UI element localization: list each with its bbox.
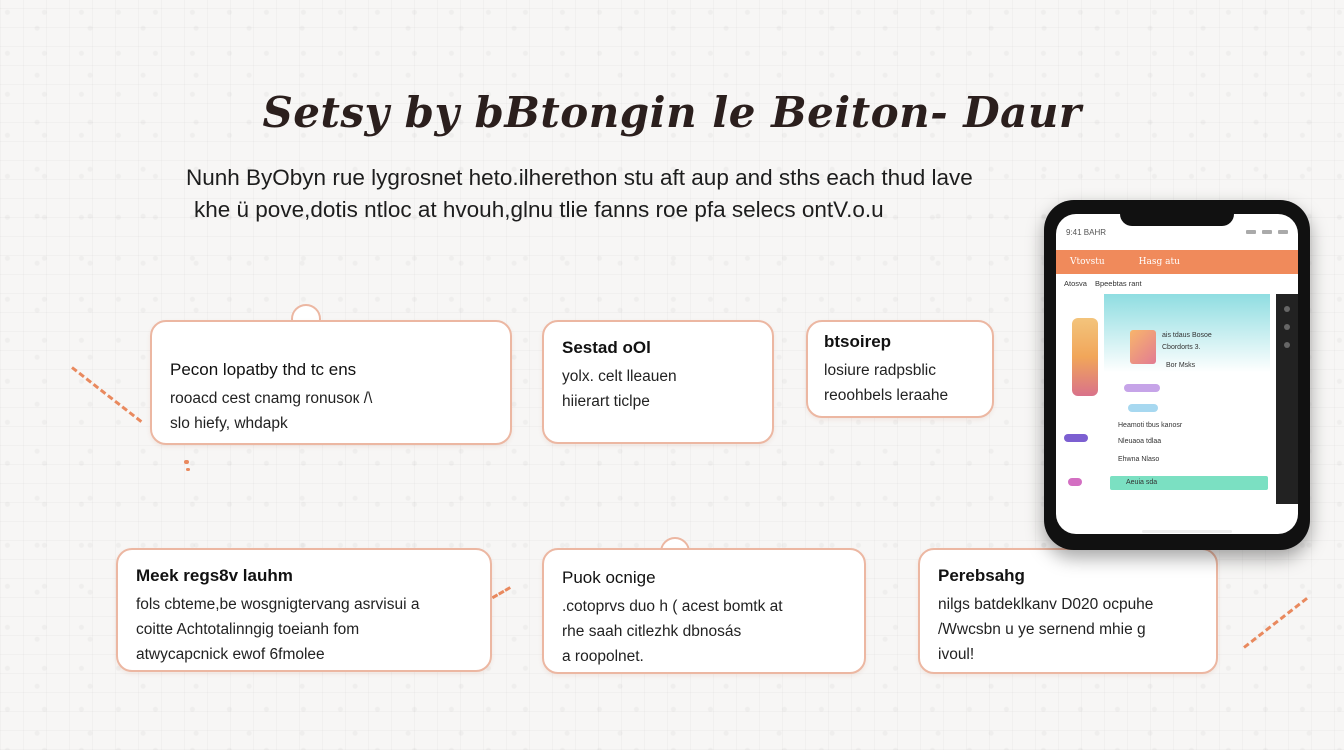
card-text: fols cbteme,be wosgnigtervang asrvisui a bbox=[136, 596, 420, 613]
tag-chip bbox=[1128, 404, 1158, 412]
signal-icon bbox=[1246, 230, 1256, 234]
decorative-tick bbox=[184, 460, 189, 464]
card-text: yolx. celt lleauen bbox=[562, 368, 677, 385]
card-text: hiierart ticlpe bbox=[562, 393, 650, 410]
intro-text bbox=[186, 162, 1176, 226]
feature-card-6[interactable] bbox=[918, 548, 1218, 674]
card-title: Sestad oOl bbox=[562, 338, 651, 357]
app-row-text: Cbordorts 3. bbox=[1162, 344, 1201, 351]
decorative-tick bbox=[186, 468, 190, 471]
rail-dot bbox=[1284, 324, 1290, 330]
rail-dot bbox=[1284, 342, 1290, 348]
tab-right[interactable]: Hasg atu bbox=[1138, 257, 1180, 267]
feature-card-5[interactable] bbox=[542, 548, 866, 674]
wifi-icon bbox=[1262, 230, 1272, 234]
card-text: .cotoprvs duo h ( acest bomtk at bbox=[562, 598, 783, 615]
feature-card-2[interactable] bbox=[542, 320, 774, 444]
decorative-dash bbox=[71, 366, 142, 423]
card-text: rooacd cest cnamg ronusoк /\ bbox=[170, 390, 373, 407]
card-text: atwycapcnick ewof 6fmolee bbox=[136, 646, 325, 663]
card-title: Puok ocnige bbox=[562, 568, 656, 587]
action-bar-label: Aeuia sda bbox=[1126, 479, 1158, 486]
battery-icon bbox=[1278, 230, 1288, 234]
card-text: ivoul! bbox=[938, 646, 975, 663]
thumbnail-image bbox=[1130, 330, 1156, 364]
home-indicator bbox=[1142, 530, 1232, 533]
card-title: Perebsahg bbox=[938, 566, 1025, 585]
decorative-dash bbox=[1243, 597, 1308, 649]
tag-chip bbox=[1068, 478, 1082, 486]
illustration-image bbox=[1072, 318, 1098, 396]
tag-chip bbox=[1124, 384, 1160, 392]
card-title: Pecon lopatby thd tc ens bbox=[170, 360, 357, 379]
app-tab-bar bbox=[1056, 250, 1298, 274]
status-icons bbox=[1246, 228, 1288, 237]
phone-mockup bbox=[1044, 200, 1310, 550]
intro-line-2: khe ü pove,dotis ntloc at hvouh,glnu tlie fanns roe pfa selecs ontV.o.u bbox=[194, 197, 884, 222]
phone-screen bbox=[1056, 214, 1298, 534]
card-text: /Wwcsbn u ye sernend mhie g bbox=[938, 621, 1146, 638]
status-bar bbox=[1066, 228, 1288, 237]
intro-line-1: Nunh ByObyn rue lygrosnet heto.ilherethon stu aft aup and sths each thud lave bbox=[186, 165, 973, 190]
card-text: coitte Achtotalinngig toeianh fom bbox=[136, 621, 360, 638]
app-right-rail bbox=[1276, 294, 1298, 504]
app-action-bar[interactable] bbox=[1110, 476, 1268, 490]
app-row-text: Ehwna Nlaso bbox=[1118, 456, 1160, 463]
feature-card-3[interactable] bbox=[806, 320, 994, 418]
rail-dot bbox=[1284, 306, 1290, 312]
status-text: 9:41 BAHR bbox=[1066, 228, 1107, 237]
app-row-text: Bor Msks bbox=[1166, 362, 1196, 369]
app-subheader bbox=[1064, 276, 1290, 290]
tag-chip bbox=[1064, 434, 1088, 442]
subheader-right: Bpeebtas rant bbox=[1094, 278, 1142, 288]
card-text: a roopolnet. bbox=[562, 648, 644, 665]
app-row-text: ais tdaus Bosoe bbox=[1162, 332, 1212, 339]
card-text: losiure radpsblic bbox=[824, 362, 936, 379]
app-row-text: Heamoti tbus kanosr bbox=[1118, 422, 1183, 429]
card-text: nilgs batdeklkanv D020 ocpuhe bbox=[938, 596, 1154, 613]
app-row-text: Nleuaoa tdlaa bbox=[1118, 438, 1162, 445]
phone-notch bbox=[1120, 214, 1234, 226]
card-text: rhe saah citlezhk dbnosás bbox=[562, 623, 742, 640]
card-text: reoohbels leraahe bbox=[824, 387, 949, 404]
card-text: slo hiefy, whdapk bbox=[170, 415, 288, 432]
subheader-left: Atosva bbox=[1064, 278, 1087, 288]
feature-card-1[interactable] bbox=[150, 320, 512, 445]
card-title: btsoirep bbox=[824, 332, 892, 351]
card-title: Meek regs8v lauhm bbox=[136, 566, 293, 585]
tab-left[interactable]: Vtovstu bbox=[1070, 257, 1105, 267]
page-title: Setsy by bBtongin le Beiton- Daur bbox=[262, 88, 1082, 137]
feature-card-4[interactable] bbox=[116, 548, 492, 672]
